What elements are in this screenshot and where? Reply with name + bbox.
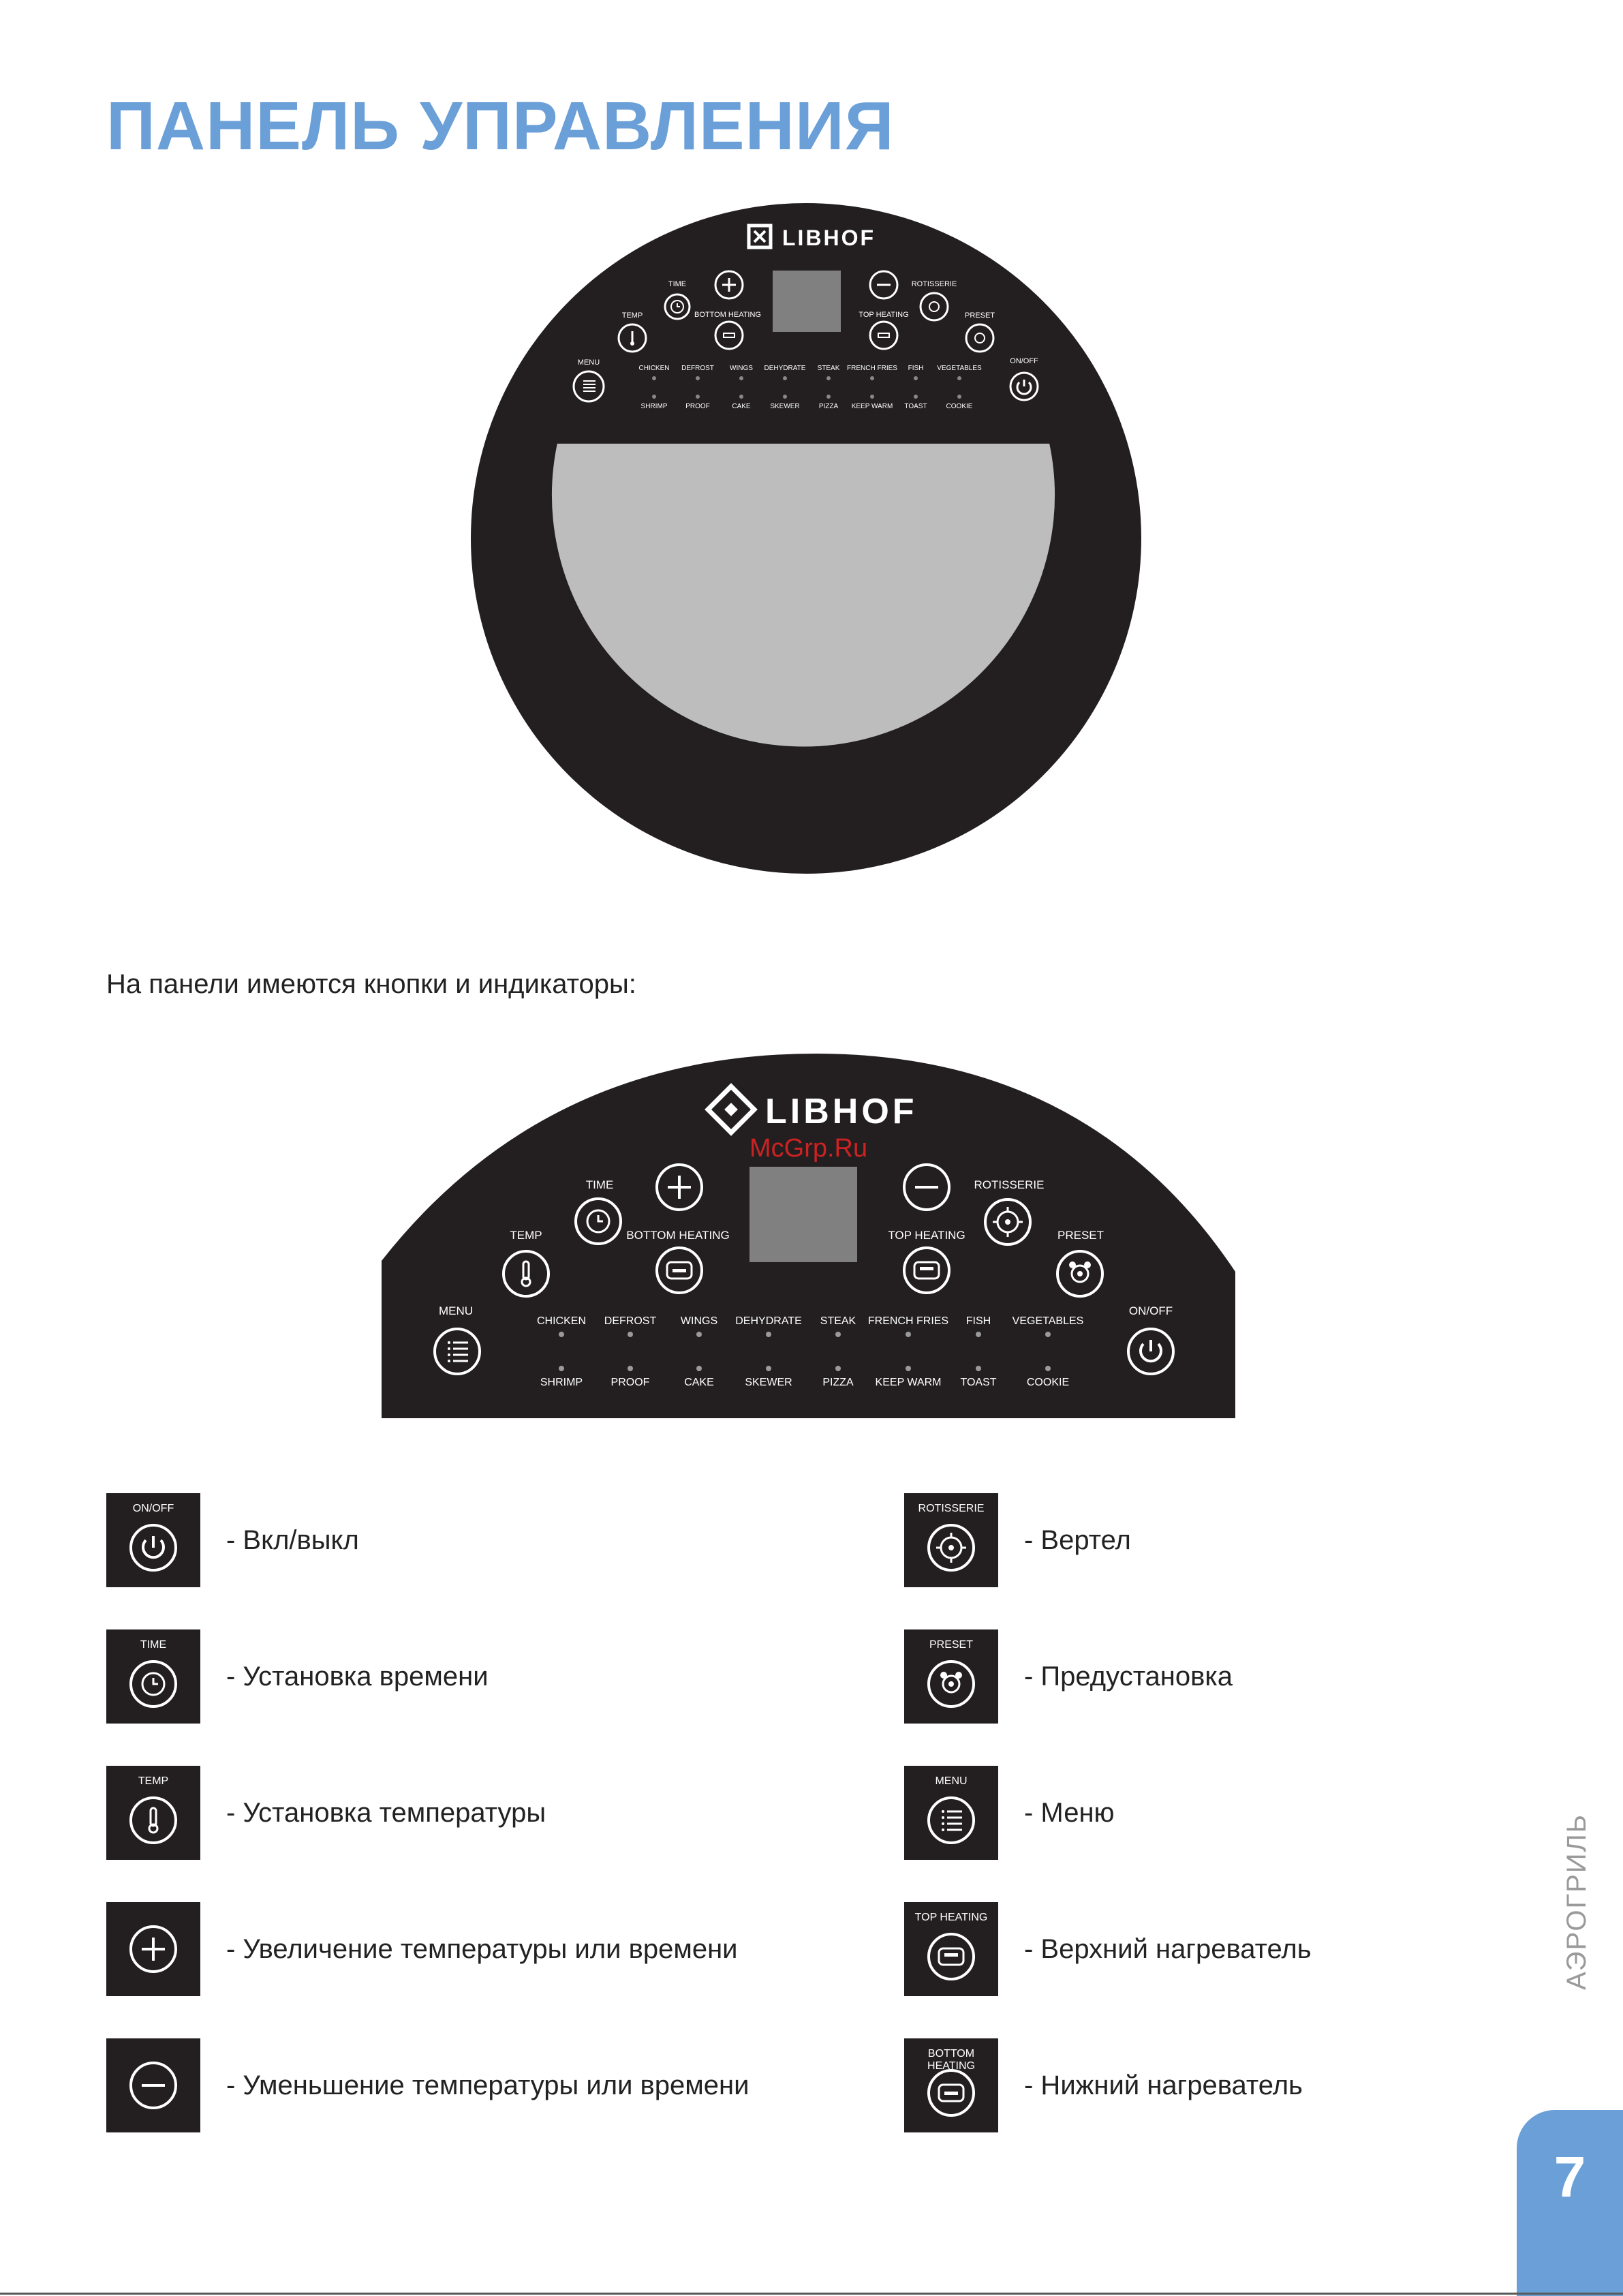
legend-item-bottom-heating <box>904 2038 1303 2133</box>
legend-desc: - Увеличение температуры или времени <box>226 1933 738 1964</box>
bottom-heating-tile <box>904 2038 998 2132</box>
side-section-label: АЭРОГРИЛЬ <box>1562 1813 1592 1990</box>
minus-icon <box>106 2038 200 2132</box>
display-screen <box>749 1167 857 1262</box>
legend-item-temp <box>106 1765 546 1861</box>
temp-label: TEMP <box>510 1229 542 1242</box>
tile-label: ON/OFF <box>132 1503 174 1514</box>
intro-text: На панели имеются кнопки и индикаторы: <box>106 969 636 999</box>
program-label: KEEP WARM <box>875 1377 942 1388</box>
bottom-rule <box>0 2293 1623 2295</box>
program-label: DEHYDRATE <box>764 365 806 372</box>
time-label-small: TIME <box>668 280 687 288</box>
menu-label-small: MENU <box>577 358 600 367</box>
time-label: TIME <box>585 1178 614 1191</box>
program-label: VEGETABLES <box>1012 1315 1084 1327</box>
program-label: FISH <box>965 1315 991 1327</box>
preset-icon <box>904 1629 998 1724</box>
legend-item-rotisserie <box>904 1493 1131 1588</box>
legend-item-minus <box>106 2038 749 2133</box>
legend-item-preset <box>904 1629 1233 1724</box>
program-label: SHRIMP <box>640 403 668 410</box>
thermometer-icon <box>106 1766 200 1860</box>
rotisserie-icon <box>904 1493 998 1587</box>
program-label: STEAK <box>820 1315 856 1327</box>
program-label: WINGS <box>680 1315 718 1327</box>
page-title: ПАНЕЛЬ УПРАВЛЕНИЯ <box>106 88 895 164</box>
legend-item-menu <box>904 1765 1115 1861</box>
brand-name: LIBHOF <box>765 1092 918 1131</box>
rotisserie-tile <box>904 1493 998 1587</box>
legend-desc: - Установка температуры <box>226 1797 546 1828</box>
program-label: DEFROST <box>604 1315 657 1327</box>
program-label: FRENCH FRIES <box>847 365 897 372</box>
tile-label: PRESET <box>929 1639 973 1651</box>
program-label: DEFROST <box>681 365 714 372</box>
preset-tile <box>904 1629 998 1724</box>
onoff-label: ON/OFF <box>1128 1304 1173 1317</box>
program-label: PIZZA <box>818 403 839 410</box>
program-label: SKEWER <box>770 403 800 410</box>
top-heating-tile <box>904 1902 998 1996</box>
tile-label: ROTISSERIE <box>918 1503 985 1514</box>
legend-item-plus <box>106 1901 738 1997</box>
bottom-heating-label-small: BOTTOM HEATING <box>694 311 761 319</box>
program-label: CAKE <box>684 1377 714 1388</box>
tile-label: MENU <box>935 1775 968 1787</box>
legend-desc: - Вкл/выкл <box>226 1525 359 1555</box>
plus-tile <box>106 1902 200 1996</box>
legend-desc: - Вертел <box>1024 1525 1131 1555</box>
tile-label: TEMP <box>138 1775 169 1787</box>
clock-icon <box>106 1629 200 1724</box>
program-label: CAKE <box>732 403 751 410</box>
program-label: TOAST <box>904 403 927 410</box>
legend-item-onoff <box>106 1493 359 1588</box>
bottom-heating-label: BOTTOM HEATING <box>626 1229 730 1242</box>
preset-label-small: PRESET <box>964 311 995 320</box>
menu-list-icon <box>904 1766 998 1860</box>
program-label: COOKIE <box>1026 1377 1070 1388</box>
program-label: CHICKEN <box>638 365 670 372</box>
top-heating-label: TOP HEATING <box>888 1229 965 1242</box>
program-label: DEHYDRATE <box>735 1315 802 1327</box>
program-label: PROOF <box>685 403 710 410</box>
program-label: STEAK <box>817 365 840 372</box>
top-heating-label-small: TOP HEATING <box>859 311 909 319</box>
page-number: 7 <box>1554 2145 1586 2209</box>
program-label: VEGETABLES <box>937 365 982 372</box>
legend-item-top-heating <box>904 1901 1312 1997</box>
legend-item-time <box>106 1629 489 1724</box>
program-label: SHRIMP <box>540 1377 583 1388</box>
onoff-tile <box>106 1493 200 1587</box>
legend-desc: - Меню <box>1024 1797 1115 1828</box>
top-heating-icon <box>904 1902 998 1996</box>
program-label: SKEWER <box>745 1377 792 1388</box>
program-label: WINGS <box>730 365 753 372</box>
tile-label: TIME <box>140 1639 167 1651</box>
page-number-tab <box>1517 2110 1623 2296</box>
legend-desc: - Установка времени <box>226 1661 489 1692</box>
legend-desc: - Верхний нагреватель <box>1024 1933 1312 1964</box>
legend-desc: - Уменьшение температуры или времени <box>226 2070 749 2100</box>
minus-tile <box>106 2038 200 2132</box>
preset-label: PRESET <box>1057 1229 1104 1242</box>
tile-label: BOTTOM HEATING <box>927 2048 975 2072</box>
program-label: TOAST <box>960 1377 997 1388</box>
bottom-heating-icon <box>904 2038 998 2132</box>
temp-tile <box>106 1766 200 1860</box>
menu-tile <box>904 1766 998 1860</box>
power-icon <box>106 1493 200 1587</box>
tile-label: TOP HEATING <box>914 1912 988 1923</box>
time-tile <box>106 1629 200 1724</box>
rotisserie-label: ROTISSERIE <box>974 1178 1045 1191</box>
brand-name-small: LIBHOF <box>782 226 876 250</box>
rotisserie-label-small: ROTISSERIE <box>911 280 957 288</box>
program-label: CHICKEN <box>536 1315 587 1327</box>
legend-desc: - Нижний нагреватель <box>1024 2070 1303 2100</box>
legend-desc: - Предустановка <box>1024 1661 1233 1692</box>
plus-icon <box>106 1902 200 1996</box>
temp-label-small: TEMP <box>621 311 643 320</box>
program-label: FRENCH FRIES <box>867 1315 949 1327</box>
watermark: McGrp.Ru <box>749 1134 868 1163</box>
program-label: PROOF <box>610 1377 650 1388</box>
onoff-label-small: ON/OFF <box>1010 357 1038 365</box>
program-label: COOKIE <box>946 403 973 410</box>
program-label: PIZZA <box>822 1377 854 1388</box>
program-label: FISH <box>908 365 924 372</box>
menu-label: MENU <box>438 1304 474 1317</box>
program-label: KEEP WARM <box>851 403 893 410</box>
